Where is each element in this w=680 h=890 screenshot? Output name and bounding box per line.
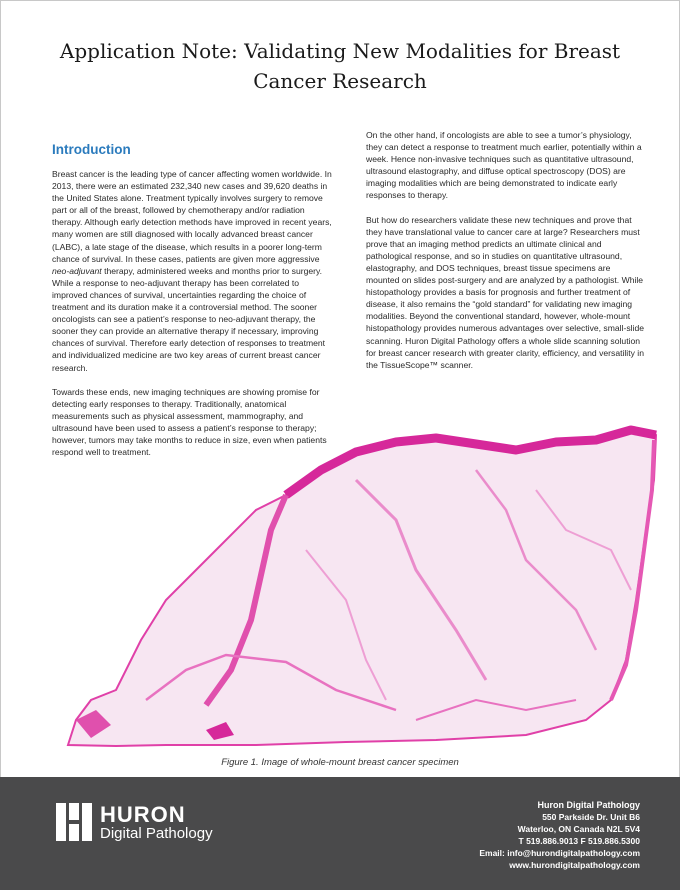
email-link[interactable]: Email: info@hurondigitalpathology.com — [479, 848, 640, 858]
website-link[interactable]: www.hurondigitalpathology.com — [509, 860, 640, 870]
intro-paragraph-1 — [52, 168, 334, 374]
logo-subtitle: Digital Pathology — [100, 825, 213, 842]
neo-adjuvant-term: neo-adjuvant — [52, 265, 102, 276]
phone-fax: T 519.886.9013 F 519.886.5300 — [518, 836, 640, 846]
intro-paragraph-1-end: therapy, administered weeks and months prior to surgery. While a response to neo-adjuvant therapy has been correlated to improved chances of survival, uncertainties regarding the choice of treatment and its duration make it a controversial method. The sooner oncologists can see a patient’s response to neo-adjuvant therapy, the sooner they can provide an alternative therapy if necessary, improving chances of survival. Therefore early detection of responses to treatment and individualized medicine are two key areas of current breast cancer research. — [52, 265, 326, 373]
company-name: Huron Digital Pathology — [537, 800, 640, 810]
intro-paragraph-1-start: Breast cancer is the leading type of cancer affecting women worldwide. In 2013, there were an estimated 232,340 new cases and 39,620 deaths in the United States alone. Treatment typically involves surgery to remove part or all of the breast, followed by chemotherapy and/or radiation therapy. Although early detection methods have improved in recent years, many women are still diagnosed with locally advanced breast cancer (LABC), a late stage of the disease, which results in a poorer long-term chance of survival. In these cases, patients are given more aggressive — [52, 169, 332, 264]
section-heading-introduction: Introduction — [52, 142, 131, 157]
right-paragraph-2: But how do researchers validate these new techniques and prove that they have translational value to cancer care at large? Researchers must prove that an imaging method predicts an ultimate clinical and pathological response, and so in studies on quantitative ultrasound, elastography, and DOS techniques, breast tissue specimens are mounted on slides post-surgery and are analyzed by a pathologist. While histopathology provides a basis for prognosis and further treatment of disease, it also remains the “gold standard” for validating new imaging modalities. Beyond the conventional standard, however, whole-mount histopathology provides numerous advantages over selective, small-slide scanning. Huron Digital Pathology offers a whole slide scanning solution for breast cancer research with greater clarity, efficiency, and versatility in the TissueScope™ scanner. — [366, 214, 645, 370]
intro-paragraph-2: Towards these ends, new imaging techniques are showing promise for detecting early responses to therapy. Traditionally, anatomical measurements such as physical assessment, mammography, and ultrasound have been used to assess a patient’s response to therapy; however, tumors may take months to reduce in size, even when patients respond well to treatment. — [52, 386, 327, 458]
right-column — [366, 129, 644, 383]
huron-logo-icon — [56, 803, 92, 841]
address-line-2: Waterloo, ON Canada N2L 5V4 — [517, 824, 640, 834]
figure-caption: Figure 1. Image of whole-mount breast cancer specimen — [221, 757, 459, 768]
footer — [0, 777, 680, 890]
contact-block — [340, 799, 640, 871]
specimen-image — [56, 400, 666, 750]
page-title: Application Note: Validating New Modalities for Breast Cancer Research — [59, 39, 621, 93]
right-paragraph-1: On the other hand, if oncologists are able to see a tumor’s physiology, they can detect a response to treatment much earlier, potentially within a week. Hence non-invasive techniques such as quantitative ultrasound, ultrasound elastography, and diffuse optical spectroscopy (DOS) are imaging modalities which are being demonstrated to indicate early responses to therapy. — [366, 130, 642, 201]
logo-name: HURON — [100, 802, 186, 827]
address-line-1: 550 Parkside Dr. Unit B6 — [542, 812, 640, 822]
